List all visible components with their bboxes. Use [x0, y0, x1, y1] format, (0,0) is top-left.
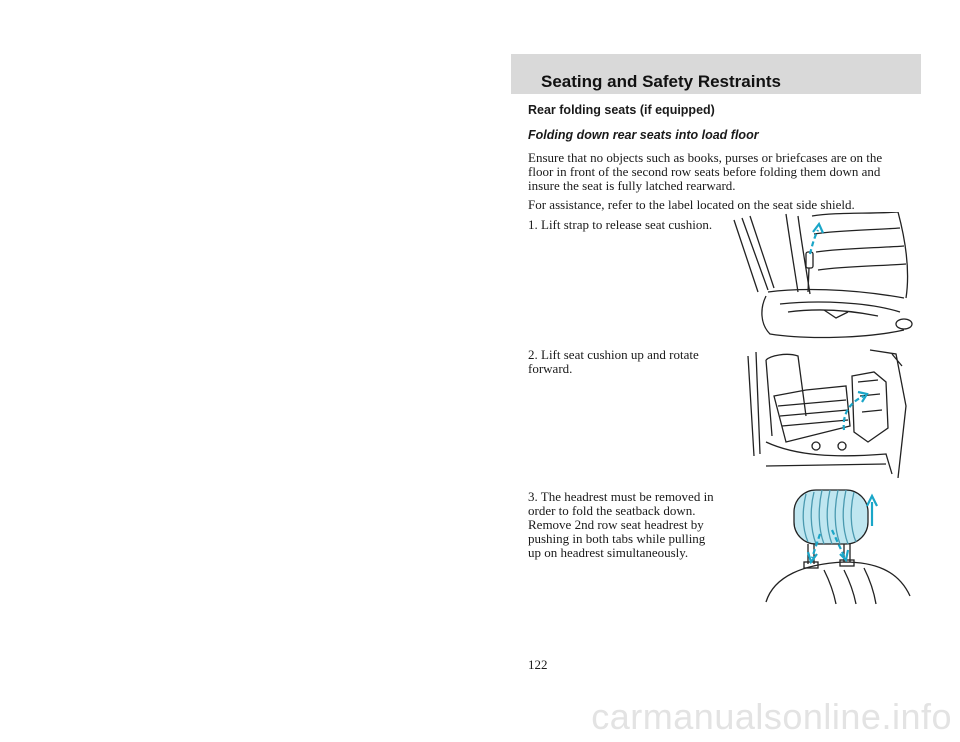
step-2-text-line: forward.: [528, 361, 573, 376]
section-header-title: Seating and Safety Restraints: [541, 72, 781, 91]
section-header-bar: [511, 54, 921, 94]
section-title: Rear folding seats (if equipped): [528, 103, 715, 117]
paragraph-line: For assistance, refer to the label located on the seat side shield.: [528, 197, 855, 212]
step-3-text-line: up on headrest simultaneously.: [528, 545, 689, 560]
step-2-text-line: 2. Lift seat cushion up and rotate: [528, 347, 699, 362]
watermark: carmanualsonline.info: [591, 696, 952, 737]
page-number: 122: [528, 657, 548, 672]
step-1-text: 1. Lift strap to release seat cushion.: [528, 217, 713, 232]
seat-rotate-illustration: [746, 346, 916, 478]
headrest-removal-illustration: [764, 486, 916, 606]
paragraph-line: Ensure that no objects such as books, purses or briefcases are on the: [528, 150, 883, 165]
step-3-text-line: pushing in both tabs while pulling: [528, 531, 706, 546]
subsection-title: Folding down rear seats into load floor: [528, 128, 759, 142]
paragraph-line: floor in front of the second row seats before folding them down and: [528, 164, 881, 179]
paragraph-line: insure the seat is fully latched rearward.: [528, 178, 736, 193]
step-3-text-line: order to fold the seatback down.: [528, 503, 696, 518]
step-3-text-line: Remove 2nd row seat headrest by: [528, 517, 704, 532]
seat-strap-illustration: [728, 212, 918, 344]
step-3-text-line: 3. The headrest must be removed in: [528, 489, 714, 504]
